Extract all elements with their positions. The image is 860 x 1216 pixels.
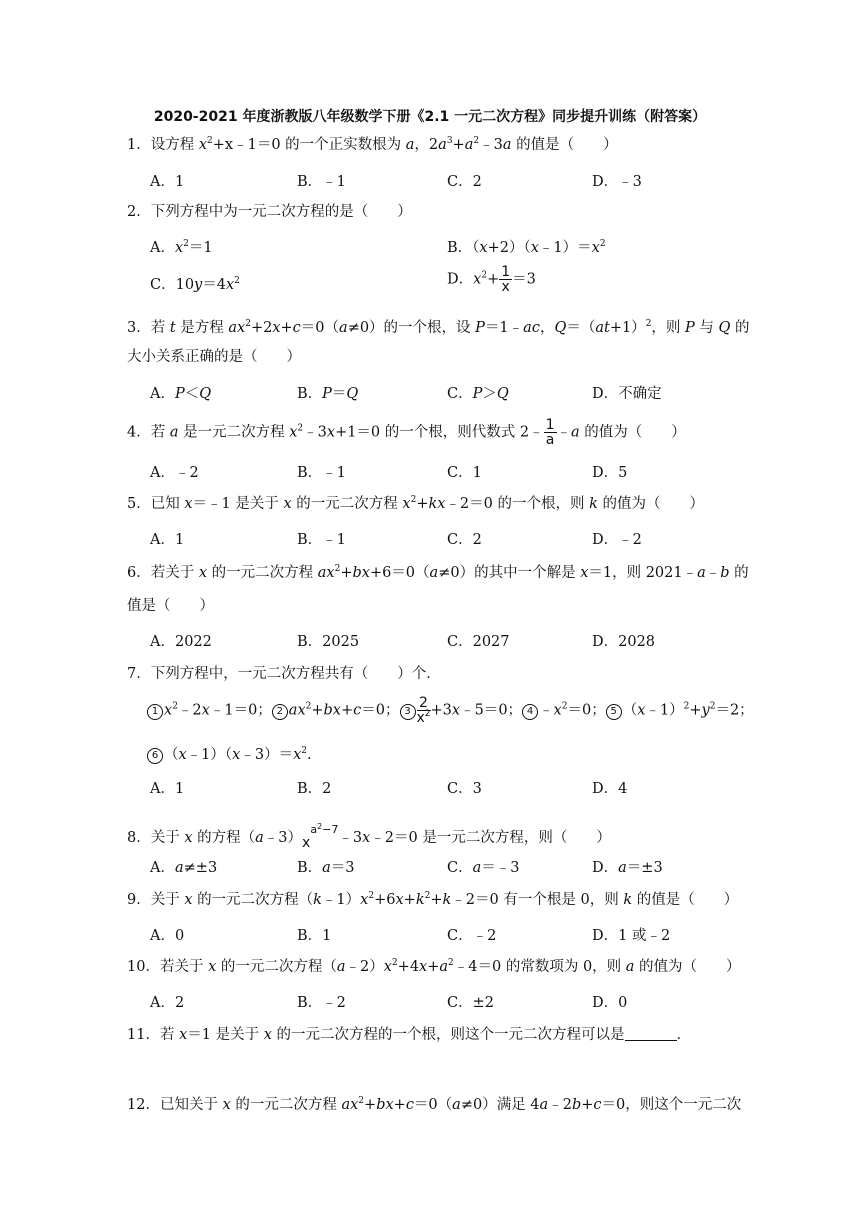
question-9: 9．关于 x 的一元二次方程$(k﹣1)x^2+6x+k^2+k﹣2=0$ 有一个根是 0，则 k 的值是（ ） <box>127 891 739 908</box>
question-7: 7．下列方程中，一元二次方程共有（ ）个． <box>127 666 441 682</box>
option-c[interactable]: C．±2 <box>447 995 494 1011</box>
option-b[interactable]: B．2025 <box>297 634 360 650</box>
option-c[interactable]: C．2027 <box>447 634 510 650</box>
question-6-line2: 值是（ ） <box>127 598 214 614</box>
question-10-options <box>150 991 750 1011</box>
option-d[interactable]: D．﹣2 <box>592 532 642 548</box>
option-b[interactable]: B．$(x+2)(x﹣1)=x^2$ <box>447 239 606 256</box>
option-a[interactable]: A．$x^2=1$ <box>150 239 213 256</box>
question-10: 10．若关于 x 的一元二次方程$(a﹣2)x^2+4x+a^2﹣4=0$ 的常数项为 0，则 a 的值为（ ） <box>127 958 741 975</box>
option-d[interactable]: D．1 或﹣2 <box>592 928 671 944</box>
question-7-equations-line1: 1 $x^2﹣2x﹣1=0$； 2 $ax^2+bx+c=0$； 3 $\frac{2}{x^2}$ +3x﹣5＝0； 4 $﹣x^2=0$； 5 $(x﹣1)^2+y^2=2$； <box>127 696 750 725</box>
option-d[interactable]: D．$x^2+$ $\frac{1}{x}$ ＝3 <box>447 264 536 295</box>
option-c[interactable]: C．$10y=4x^2$ <box>150 276 240 293</box>
option-b[interactable]: B．﹣1 <box>297 465 346 481</box>
question-1: 1．设方程 $x^2+x﹣1=0$ 的一个正实数根为 a，$2a^3+a^2﹣3a$ 的值是（ ） <box>127 136 618 153</box>
question-6-options <box>150 630 750 650</box>
question-2: 2．下列方程中为一元二次方程的是（ ） <box>127 204 412 220</box>
option-c[interactable]: C．2 <box>447 174 482 190</box>
option-b[interactable]: B．a＝3 <box>297 860 355 876</box>
question-3: 3．若 t 是方程 $ax^2+2x+c=0(a\ne 0)$的一个根，设 P＝1﹣ac，$Q=(at+1)^2$，则 P 与 Q 的 <box>127 319 750 336</box>
question-4: 4．若 a 是一元二次方程 $x^2﹣3x+1=0$ 的一个根，则代数式 2﹣ $\frac{1}{a}$ ﹣a 的值为（ ） <box>127 417 686 448</box>
option-b[interactable]: B．﹣1 <box>297 532 346 548</box>
option-a[interactable]: A．1 <box>150 174 185 190</box>
option-a[interactable]: A．a≠±3 <box>150 860 218 876</box>
answer-blank[interactable] <box>625 1026 677 1041</box>
option-a[interactable]: A．2 <box>150 995 185 1011</box>
option-d[interactable]: D．不确定 <box>592 386 662 402</box>
question-7-equations-line2: 6 $(x﹣1)(x﹣3)=x^2$. <box>127 745 750 765</box>
question-3-options <box>150 382 750 402</box>
question-7-options <box>150 777 750 797</box>
option-a[interactable]: A．﹣2 <box>150 465 199 481</box>
option-a[interactable]: A．P＜Q <box>150 386 212 402</box>
option-a[interactable]: A．1 <box>150 532 185 548</box>
option-a[interactable]: A．2022 <box>150 634 212 650</box>
option-c[interactable]: C．3 <box>447 781 482 797</box>
option-a[interactable]: A．1 <box>150 781 185 797</box>
question-1-options <box>150 170 750 190</box>
question-5-options <box>150 528 750 548</box>
question-3-line2: 大小关系正确的是（ ） <box>127 349 301 365</box>
question-8: 8．关于 x 的方程$(a﹣3)x^{a^2-7}﹣3x﹣2=0$ 是一元二次方程，则（ ） <box>127 822 611 851</box>
option-d[interactable]: D．2028 <box>592 634 656 650</box>
page-title: 2020-2021 年度浙教版八年级数学下册《2.1 一元二次方程》同步提升训练（附答案） <box>153 109 707 125</box>
option-b[interactable]: B．﹣2 <box>297 995 346 1011</box>
option-c[interactable]: C．﹣2 <box>447 928 497 944</box>
option-d[interactable]: D．4 <box>592 781 628 797</box>
option-d[interactable]: D．﹣3 <box>592 174 642 190</box>
question-8-options <box>150 856 750 876</box>
option-a[interactable]: A．0 <box>150 928 185 944</box>
question-2-options-row2 <box>150 264 750 295</box>
question-6: 6．若关于 x 的一元二次方程 $ax^2+bx+6=0(a\ne 0)$的其中一个解是 x＝1，则 2021﹣a﹣b 的 <box>127 564 749 581</box>
question-9-options <box>150 924 750 944</box>
option-d[interactable]: D．a＝±3 <box>592 860 663 876</box>
option-b[interactable]: B．P＝Q <box>297 386 359 402</box>
option-d[interactable]: D．0 <box>592 995 628 1011</box>
option-b[interactable]: B．2 <box>297 781 332 797</box>
question-12: 12．已知关于 x 的一元二次方程 $ax^2+bx+c=0(a\ne 0)$满足 4a﹣2b+c＝0，则这个一元二次 <box>127 1096 742 1113</box>
option-d[interactable]: D．5 <box>592 465 628 481</box>
option-c[interactable]: C．2 <box>447 532 482 548</box>
question-4-options <box>150 461 750 481</box>
option-c[interactable]: C．a＝﹣3 <box>447 860 520 876</box>
question-2-options-row1 <box>150 236 750 258</box>
question-11: 11．若 x＝1 是关于 x 的一元二次方程的一个根，则这个一元二次方程可以是 ． <box>127 1027 691 1043</box>
option-c[interactable]: C．P＞Q <box>447 386 509 402</box>
option-b[interactable]: B．﹣1 <box>297 174 346 190</box>
question-5: 5．已知 x＝﹣1 是关于 x 的一元二次方程 $x^2+kx﹣2=0$ 的一个根，则 k 的值为（ ） <box>127 495 705 512</box>
option-c[interactable]: C．1 <box>447 465 482 481</box>
option-b[interactable]: B．1 <box>297 928 332 944</box>
